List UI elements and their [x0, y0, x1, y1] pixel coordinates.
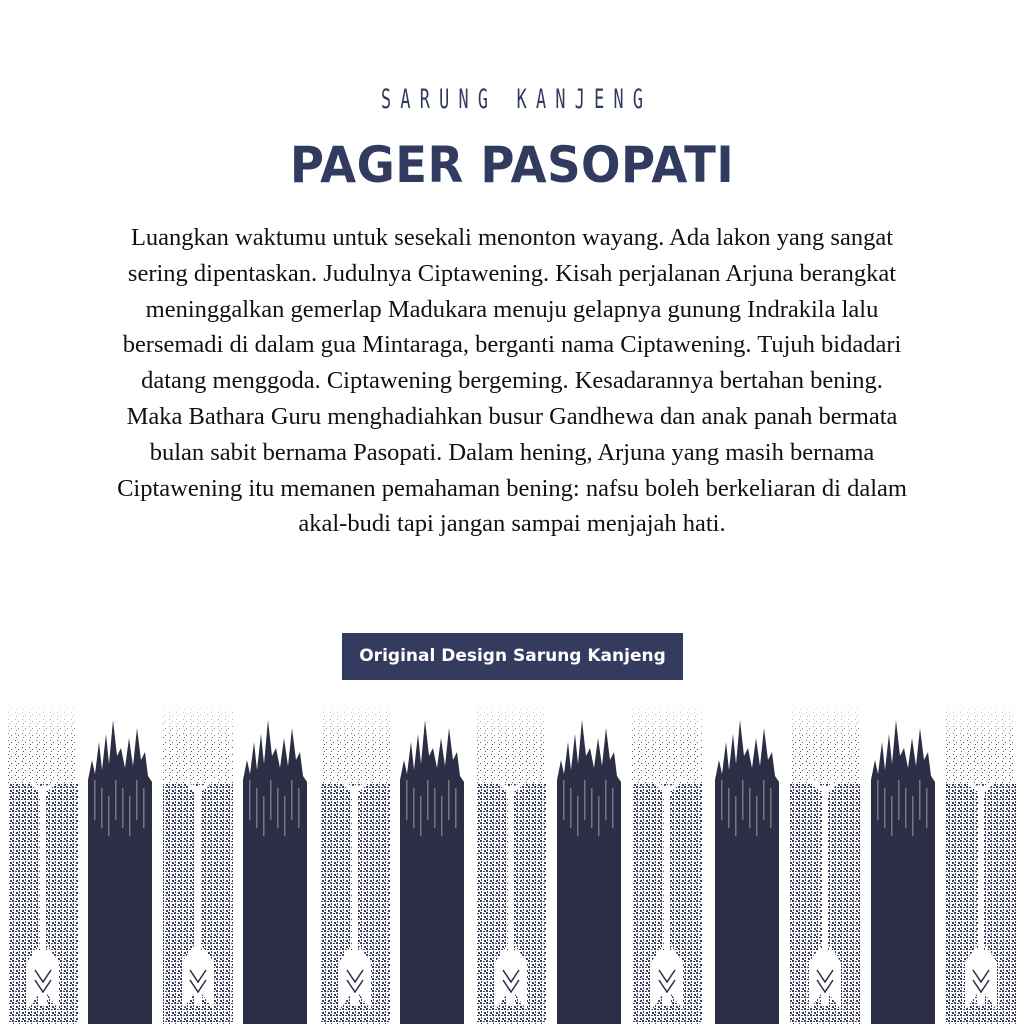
arrow-column — [946, 698, 1016, 1024]
story-paragraph: Luangkan waktumu untuk sesekali menonton wayang. Ada lakon yang sangat sering dipentaskan. Judulnya Ciptawening. Kisah perjalanan Arjuna berangkat meninggalkan gemerlap Madukara menuju gelapnya gunung Indrakila lalu bersemadi di dalam gua Mintaraga, berganti nama Ciptawening. Tujuh bidadari datang menggoda. Ciptawening bergeming. Kesadarannya bertahan bening. Maka Bathara Guru menghadiahkan busur Gandhewa dan anak panah bermata bulan sabit bernama Pasopati. Dalam hening, Arjuna yang masih bernama Ciptawening itu memanen pemahaman bening: nafsu boleh berkeliaran di dalam akal-budi tapi jangan sampai menjajah hati. — [117, 224, 907, 538]
flame-column — [871, 720, 935, 1024]
original-design-button[interactable]: Original Design Sarung Kanjeng — [342, 633, 683, 680]
flame-column — [557, 720, 621, 1024]
brand-name: SARUNG KANJENG — [380, 84, 653, 115]
arrow-column — [8, 698, 78, 1024]
sarung-pattern-strip — [0, 690, 1024, 1024]
flame-column — [400, 720, 464, 1024]
arrow-column — [320, 698, 390, 1024]
arrow-column — [632, 698, 702, 1024]
flame-column — [243, 720, 307, 1024]
arrow-column — [790, 698, 860, 1024]
arrow-column — [476, 698, 546, 1024]
page-title: PAGER PASOPATI — [289, 136, 735, 194]
flame-column — [715, 720, 779, 1024]
arrow-column — [163, 698, 233, 1024]
flame-column — [88, 720, 152, 1024]
